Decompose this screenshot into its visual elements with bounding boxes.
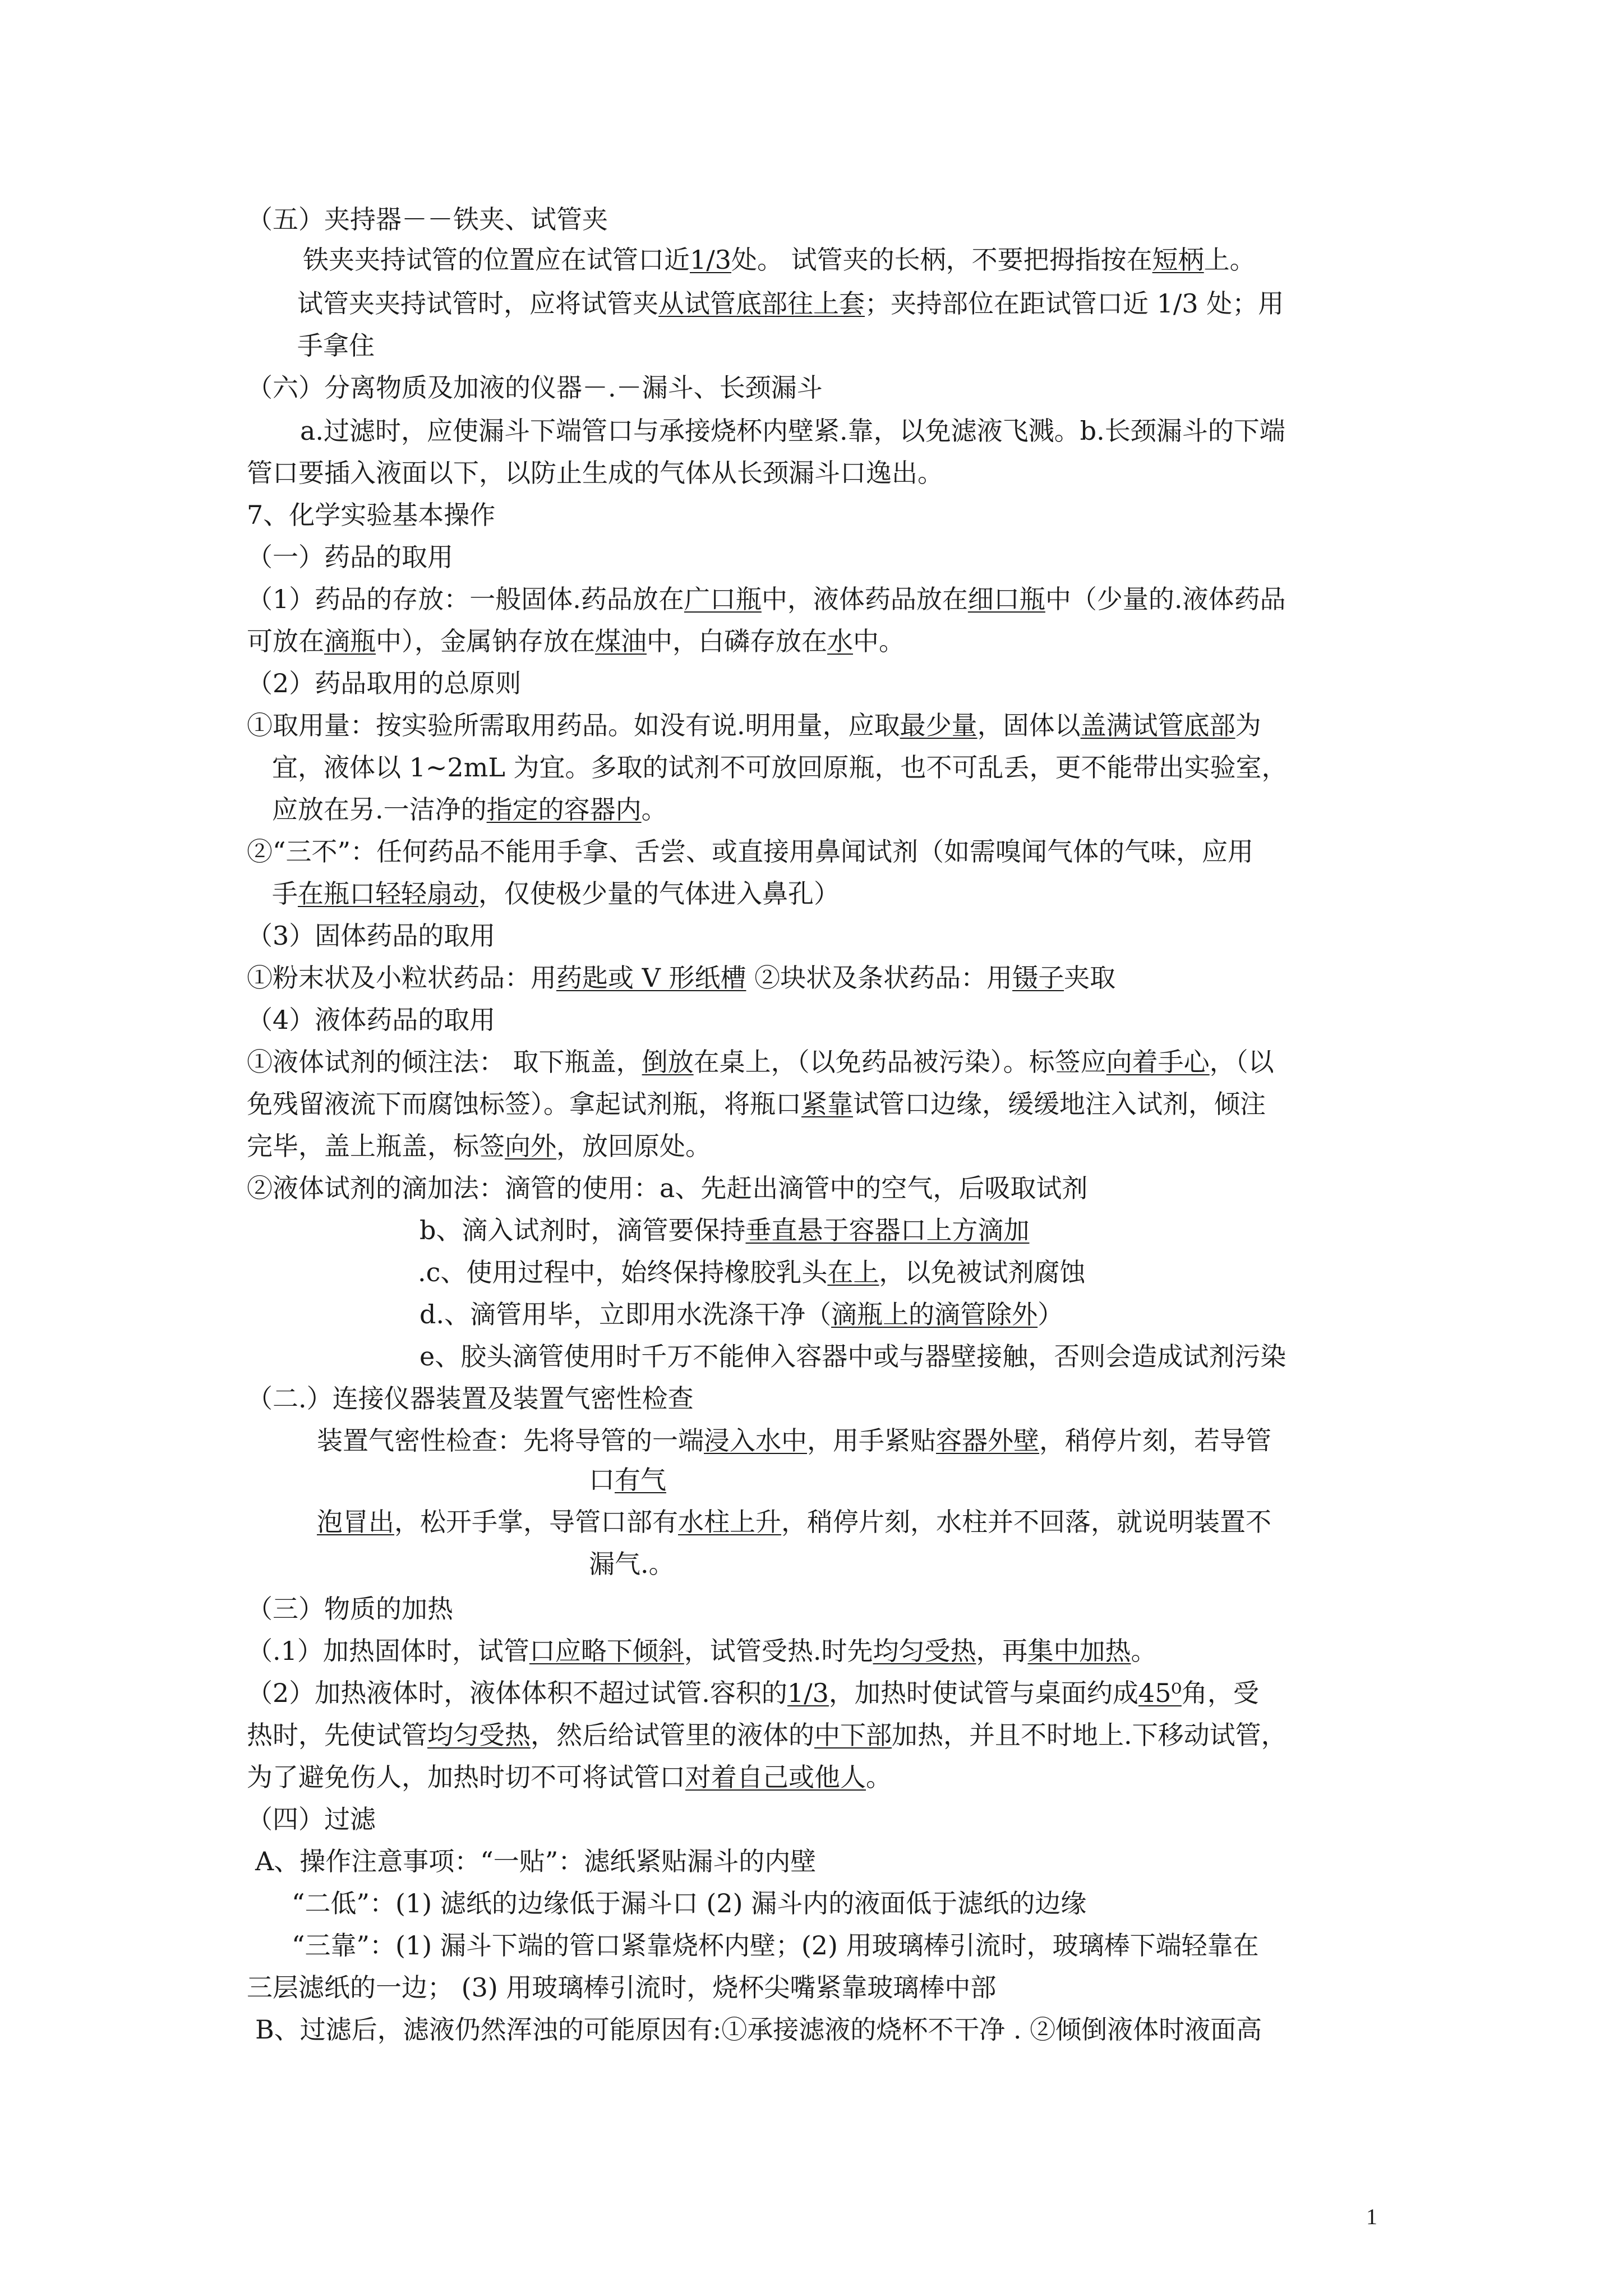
text-line — [418, 1257, 1085, 1288]
text-segment: ，（以 — [1209, 1047, 1274, 1077]
underlined-term: 盖满试管底部 — [1080, 710, 1235, 740]
text-line — [247, 1383, 694, 1414]
underlined-term: 向着手心 — [1106, 1047, 1210, 1077]
text-line — [247, 1761, 892, 1793]
text-segment: ②“三不”：任何药品不能用手拿、舌尝、或直接用鼻闻试剂（如需嗅闻气体的气味，应用 — [247, 836, 1254, 867]
text-line — [297, 330, 375, 361]
text-line — [247, 1719, 1287, 1751]
text-line — [247, 920, 495, 951]
underlined-term: 药匙或 V 形纸槽 — [556, 963, 746, 993]
text-segment: 加热，并且不时地上.下移动试管， — [892, 1720, 1287, 1750]
underlined-term: 在上 — [827, 1257, 879, 1287]
text-segment: “三靠”：(1) 漏斗下端的管口紧靠烧杯内壁；(2) 用玻璃棒引流时，玻璃棒下端轻靠在 — [292, 1930, 1259, 1961]
text-line — [317, 1506, 1271, 1538]
text-segment: 管口要插入液面以下，以防止生成的气体从长颈漏斗口逸出。 — [247, 458, 943, 488]
underlined-term: 从试管底部往上套 — [658, 288, 865, 319]
text-segment: 铁夹夹持试管的位置应在试管口近 — [303, 245, 690, 275]
text-segment: ，加热时使试管与桌面约成 — [828, 1678, 1138, 1708]
underlined-term: 集中加热 — [1027, 1636, 1131, 1666]
text-line — [247, 457, 943, 489]
text-line — [247, 541, 453, 573]
text-line — [247, 372, 823, 403]
text-segment: ，试管受热.时先 — [684, 1636, 873, 1666]
text-segment: 应放在另.一洁净的 — [272, 794, 487, 825]
text-segment: （1）药品的存放：一般固体.药品放在 — [247, 584, 684, 614]
underlined-term: 对着自己或他人 — [685, 1762, 866, 1792]
text-segment: 中，液体药品放在 — [761, 584, 968, 614]
text-segment: 上。 — [1204, 245, 1256, 275]
text-segment: 试管口边缘，缓缓地注入试剂，倾注 — [853, 1089, 1266, 1119]
text-line — [247, 1593, 453, 1625]
text-line — [317, 1425, 1271, 1456]
text-line — [272, 878, 840, 909]
text-segment: ；夹持部位在距试管口近 1/3 处；用 — [865, 288, 1284, 319]
text-segment: ，固体以 — [977, 710, 1081, 740]
underlined-term: 1/3 — [787, 1678, 829, 1708]
text-segment: 中，白磷存放在 — [647, 626, 827, 656]
text-segment: ，放回原处。 — [556, 1131, 711, 1161]
text-segment: （4）液体药品的取用 — [247, 1005, 496, 1035]
text-segment: ，然后给试管里的液体的 — [531, 1720, 814, 1750]
text-line — [297, 288, 1284, 319]
text-segment: ②块状及条状药品：用 — [746, 963, 1013, 993]
text-segment: ） — [1038, 1299, 1064, 1329]
text-segment: （五）夹持器－－铁夹、试管夹 — [247, 204, 608, 234]
text-segment: （.1）加热固体时，试管 — [247, 1636, 529, 1666]
underlined-term: 滴瓶 — [324, 626, 376, 656]
text-line — [272, 794, 667, 825]
text-line — [247, 836, 1253, 867]
text-segment: 。 — [866, 1762, 892, 1792]
text-segment: 宜，液体以 1~2mL 为宜。多取的试剂不可放回原瓶，也不可乱丢，更不能带出实验室， — [272, 752, 1288, 783]
underlined-term: 煤油 — [595, 626, 647, 656]
text-segment: 7、化学实验基本操作 — [247, 500, 496, 530]
text-segment: （三）物质的加热 — [247, 1594, 453, 1624]
text-line — [255, 2014, 1262, 2045]
underlined-term: 均匀受热 — [427, 1720, 531, 1750]
text-line — [419, 1214, 1029, 1246]
text-line — [589, 1464, 666, 1496]
text-line — [255, 1846, 816, 1877]
text-line — [247, 1130, 711, 1162]
text-segment: （二.）连接仪器装置及装置气密性检查 — [247, 1383, 694, 1414]
text-segment: b、滴入试剂时，滴管要保持 — [419, 1215, 746, 1245]
text-segment: 中。 — [853, 626, 905, 656]
text-line — [292, 1888, 1086, 1919]
text-line — [247, 962, 1115, 993]
underlined-term: 滴瓶上的滴管除外 — [831, 1299, 1038, 1329]
underlined-term: 细口瓶 — [967, 584, 1045, 614]
text-segment: 手 — [272, 878, 298, 909]
underlined-term: 水 — [827, 626, 853, 656]
text-segment: 完毕，盖上瓶盖，标签 — [247, 1131, 505, 1161]
text-line — [247, 1172, 1087, 1204]
underlined-term: 1/3 — [690, 245, 732, 275]
text-segment: ，稍停片刻，若导管 — [1039, 1425, 1271, 1456]
text-segment: ，稍停片刻，水柱并不回落，就说明装置不 — [781, 1507, 1271, 1537]
text-segment: 免残留液流下而腐蚀标签）。拿起试剂瓶，将瓶口 — [247, 1089, 801, 1119]
text-segment: 试管夹夹持试管时，应将试管夹 — [297, 288, 658, 319]
underlined-term: 容器外壁 — [936, 1425, 1039, 1456]
underlined-term: 紧靠 — [801, 1089, 853, 1119]
underlined-term: 口应略下倾斜 — [529, 1636, 684, 1666]
text-segment: 可放在 — [247, 626, 324, 656]
text-line — [303, 244, 1256, 275]
text-segment: 中），金属钠存放在 — [376, 626, 595, 656]
text-segment: ，仅使极少量的气体进入鼻孔） — [478, 878, 840, 909]
text-segment: 处。 试管夹的长柄，不要把拇指按在 — [731, 245, 1152, 275]
underlined-term: 垂直悬于容器口上方滴加 — [745, 1215, 1030, 1245]
underlined-term: 45⁰ — [1138, 1678, 1182, 1708]
text-line — [247, 583, 1286, 615]
underlined-term: 指定的容器内 — [486, 794, 642, 825]
underlined-term: 浸入水中 — [704, 1425, 807, 1456]
text-line — [419, 1341, 1286, 1372]
text-segment: 夹取 — [1064, 963, 1116, 993]
text-segment: 。 — [1131, 1636, 1157, 1666]
text-line — [589, 1548, 675, 1580]
text-line — [247, 204, 608, 235]
underlined-term: 最少量 — [900, 710, 978, 740]
underlined-term: 倒放 — [642, 1047, 694, 1077]
text-segment: ②液体试剂的滴加法：滴管的使用：a、先赶出滴管中的空气，后吸取试剂 — [247, 1173, 1088, 1203]
text-line — [292, 1930, 1259, 1961]
text-segment: ①液体试剂的倾注法： 取下瓶盖， — [247, 1047, 642, 1077]
text-segment: ，以免被试剂腐蚀 — [879, 1257, 1086, 1287]
text-segment: 角，受 — [1181, 1678, 1259, 1708]
text-segment: 。 — [641, 794, 667, 825]
text-segment: d.、滴管用毕，立即用水洗涤干净（ — [419, 1299, 832, 1329]
text-segment: 三层滤纸的一边； (3) 用玻璃棒引流时，烧杯尖嘴紧靠玻璃棒中部 — [247, 1972, 997, 2003]
text-segment: （四）过滤 — [247, 1804, 376, 1834]
text-line — [300, 415, 1285, 447]
text-segment: B、过滤后，滤液仍然浑浊的可能原因有:①承接滤液的烧杯不干净 . ②倾倒液体时液面高 — [255, 2014, 1262, 2045]
text-segment: （六）分离物质及加液的仪器－.－漏斗、长颈漏斗 — [247, 372, 823, 403]
text-segment: （3）固体药品的取用 — [247, 921, 496, 951]
text-line — [247, 1046, 1274, 1078]
text-segment: 手拿住 — [297, 330, 375, 361]
text-segment: 口 — [589, 1465, 615, 1495]
text-line — [419, 1299, 1063, 1330]
text-segment: 漏气.。 — [589, 1549, 675, 1579]
text-segment: ，再 — [976, 1636, 1028, 1666]
text-segment: ，松开手掌，导管口部有 — [394, 1507, 678, 1537]
text-segment: ，用手紧贴 — [807, 1425, 936, 1456]
text-segment: 在桌上，（以免药品被污染）。标签应 — [693, 1047, 1106, 1077]
text-segment: e、胶头滴管使用时千万不能伸入容器中或与器壁接触，否则会造成试剂污染 — [419, 1341, 1287, 1372]
text-line — [247, 1088, 1266, 1120]
underlined-term: 水柱上升 — [678, 1507, 781, 1537]
underlined-term: 有气 — [615, 1465, 666, 1495]
text-segment: 装置气密性检查：先将导管的一端 — [317, 1425, 704, 1456]
text-segment: “二低”：(1) 滤纸的边缘低于漏斗口 (2) 漏斗内的液面低于滤纸的边缘 — [292, 1888, 1087, 1918]
underlined-term: 镊子 — [1012, 963, 1064, 993]
underlined-term: 在瓶口轻轻扇动 — [298, 878, 478, 909]
text-segment: .c、使用过程中，始终保持橡胶乳头 — [418, 1257, 828, 1287]
text-line — [247, 1635, 1157, 1667]
text-line — [247, 1972, 996, 2003]
underlined-term: 泡冒出 — [317, 1507, 394, 1537]
text-segment: 为了避免伤人，加热时切不可将试管口 — [247, 1762, 685, 1792]
page-number: 1 — [1366, 2204, 1377, 2229]
text-line — [247, 1004, 495, 1036]
text-segment: 热时，先使试管 — [247, 1720, 427, 1750]
text-line — [272, 752, 1288, 783]
text-line — [247, 625, 905, 657]
text-line — [247, 499, 495, 531]
text-line — [247, 1803, 376, 1835]
underlined-term: 中下部 — [814, 1720, 892, 1750]
text-segment: A、操作注意事项：“一贴”：滤纸紧贴漏斗的内壁 — [255, 1846, 817, 1876]
underlined-term: 向外 — [505, 1131, 556, 1161]
underlined-term: 短柄 — [1152, 245, 1204, 275]
text-segment: （一）药品的取用 — [247, 542, 453, 572]
text-segment: 中（少量的.液体药品 — [1045, 584, 1286, 614]
text-segment: （2）药品取用的总原则 — [247, 668, 522, 698]
text-segment: （2）加热液体时，液体体积不超过试管.容积的 — [247, 1678, 787, 1708]
underlined-term: 均匀受热 — [873, 1636, 976, 1666]
text-line — [247, 1677, 1259, 1709]
text-line — [247, 668, 521, 699]
text-segment: a.过滤时，应使漏斗下端管口与承接烧杯内壁紧.靠，以免滤液飞溅。b.长颈漏斗的下端 — [300, 416, 1285, 446]
text-segment: 为 — [1235, 710, 1261, 740]
underlined-term: 广口瓶 — [684, 584, 762, 614]
text-segment: ①取用量：按实验所需取用药品。如没有说.明用量，应取 — [247, 710, 900, 740]
text-line — [247, 710, 1261, 741]
text-segment: ①粉末状及小粒状药品：用 — [247, 963, 556, 993]
